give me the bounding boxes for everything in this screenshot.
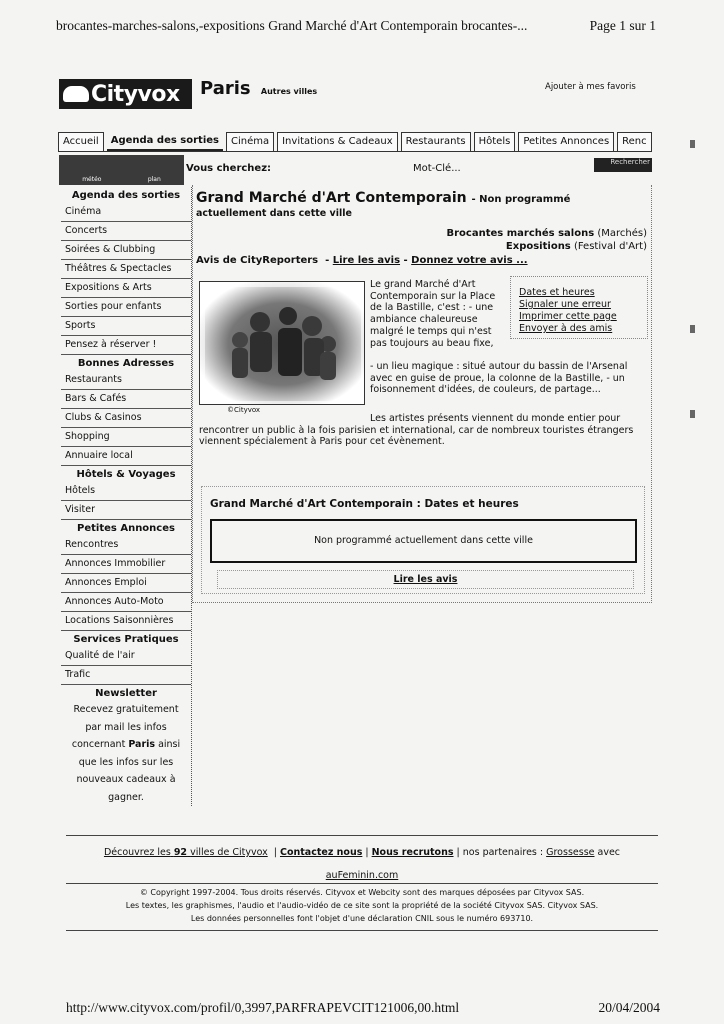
partner-grossesse-link[interactable]: Grossesse <box>546 847 595 858</box>
map-icon[interactable]: plan <box>147 176 161 183</box>
print-page-number: Page 1 sur 1 <box>589 18 656 33</box>
logo-text: Cityvox <box>91 81 180 107</box>
city-title <box>200 78 317 99</box>
tab-restaurants[interactable]: Restaurants <box>401 132 471 151</box>
other-cities-link[interactable]: Autres villes <box>260 87 318 96</box>
sidebar-item-bars[interactable]: Bars & Cafés <box>61 390 191 409</box>
search-bar <box>186 158 652 178</box>
newsletter-title: Newsletter <box>95 688 157 699</box>
dates-section <box>201 486 645 594</box>
event-categories <box>447 227 648 253</box>
sidebar-section-title: Agenda des sorties <box>71 190 181 201</box>
print-header-title: brocantes-marches-salons,-expositions Grand Marché d'Art Contemporain brocantes-... <box>56 18 528 33</box>
copyright-line-2: Les textes, les graphismes, l'audio et l'audio-vidéo de ce site sont la propriété de la société Cityvox SAS. Cityvox SAS. <box>125 901 599 910</box>
event-actions-box <box>510 276 648 339</box>
sidebar-item-sports[interactable]: Sports <box>61 317 191 336</box>
sidebar-section-title: Petites Annonces <box>77 523 175 534</box>
category-brocantes-type: (Marchés) <box>597 228 647 239</box>
sidebar-item-shopping[interactable]: Shopping <box>61 428 191 447</box>
cloud-icon <box>63 86 89 102</box>
event-status: - Non programmé <box>471 194 571 205</box>
sidebar-item-cinema[interactable]: Cinéma <box>61 203 191 222</box>
sidebar-section-title: Services Pratiques <box>73 634 179 645</box>
category-brocantes-link[interactable]: Brocantes marchés salons <box>446 228 595 239</box>
partner-aufeminin-link[interactable]: auFeminin.com <box>325 870 399 881</box>
event-description-3 <box>199 413 649 448</box>
tab-accueil[interactable]: Accueil <box>58 132 104 151</box>
sidebar-item-qualite-air[interactable]: Qualité de l'air <box>61 647 191 666</box>
main-content <box>192 185 652 603</box>
sidebar-item-immobilier[interactable]: Annonces Immobilier <box>61 555 191 574</box>
footer-divider <box>66 930 658 931</box>
event-description-3b: rencontrer un public à la fois parisien et international, car de nombreux touristes étrangers viennent spécialement à Paris pour cet évènement. <box>199 424 634 448</box>
sidebar-section-title: Hôtels & Voyages <box>76 469 176 480</box>
tab-invitations[interactable]: Invitations & Cadeaux <box>277 132 398 151</box>
send-friends-link[interactable]: Envoyer à des amis <box>519 323 613 334</box>
scan-mark <box>690 325 695 333</box>
newsletter-text <box>61 701 191 806</box>
sidebar-item-locations[interactable]: Locations Saisonnières <box>61 612 191 631</box>
sidebar-item-concerts[interactable]: Concerts <box>61 222 191 241</box>
event-description-3a: Les artistes présents viennent du monde entier pour <box>370 413 621 424</box>
copyright-line-1: © Copyright 1997-2004. Tous droits réservés. Cityvox et Webcity sont des marques déposées par Cityvox SAS. <box>139 888 585 897</box>
discover-cities-link[interactable] <box>104 847 268 858</box>
print-url: http://www.cityvox.com/profil/0,3997,PARFRAPEVCIT121006,00.html <box>66 1000 460 1015</box>
print-footer <box>66 1000 660 1016</box>
tab-cinema[interactable]: Cinéma <box>226 132 274 151</box>
footer-divider <box>66 883 658 884</box>
sidebar-item-reserver[interactable]: Pensez à réserver ! <box>61 336 191 355</box>
tab-agenda[interactable]: Agenda des sorties <box>107 132 223 151</box>
print-date: 20/04/2004 <box>598 1000 660 1015</box>
category-expositions-type: (Festival d'Art) <box>573 241 647 252</box>
newsletter-text-1: Recevez gratuitement par mail les infos concernant <box>71 704 179 750</box>
weather-icon[interactable]: météo <box>82 176 102 183</box>
partners-label: nos partenaires : <box>462 847 544 858</box>
photo-credit: ©Cityvox <box>227 406 261 414</box>
read-reviews-link[interactable]: Lire les avis <box>332 255 401 266</box>
footer-divider <box>66 835 658 836</box>
reporters-label: Avis de CityReporters <box>196 255 319 266</box>
dates-status: Non programmé actuellement dans cette ville <box>210 519 637 563</box>
sidebar-item-visiter[interactable]: Visiter <box>61 501 191 520</box>
scan-mark <box>690 410 695 418</box>
sidebar-item-soirees[interactable]: Soirées & Clubbing <box>61 241 191 260</box>
newsletter-city: Paris <box>128 739 156 750</box>
main-tabs <box>58 130 652 152</box>
give-review-link[interactable]: Donnez votre avis ... <box>411 255 528 266</box>
search-label: Vous cherchez: <box>186 162 272 174</box>
sidebar-item-hotels[interactable]: Hôtels <box>61 482 191 501</box>
sidebar-item-auto-moto[interactable]: Annonces Auto-Moto <box>61 593 191 612</box>
print-header <box>56 18 656 34</box>
tab-hotels[interactable]: Hôtels <box>474 132 516 151</box>
keyword-input[interactable]: Mot-Clé... <box>413 162 461 174</box>
tab-rencontres[interactable]: Renc <box>617 132 652 151</box>
sidebar-item-restaurants[interactable]: Restaurants <box>61 371 191 390</box>
sidebar-item-rencontres[interactable]: Rencontres <box>61 536 191 555</box>
recruit-link[interactable]: Nous recrutons <box>371 847 454 858</box>
report-error-link[interactable]: Signaler une erreur <box>519 299 611 310</box>
event-name: Grand Marché d'Art Contemporain <box>196 190 467 206</box>
discover-text-1: Découvrez les <box>103 847 171 858</box>
copyright-line-3: Les données personnelles font l'objet d'une déclaration CNIL sous le numéro 693710. <box>190 914 534 923</box>
event-description-2: - un lieu magique : situé autour du bassin de l'Arsenal avec en guise de proue, la colonne de la Bastille, - un foisonnement d'idées, de couleurs, de partage... <box>370 361 628 396</box>
event-title <box>196 190 570 206</box>
reporters-bar: Avis de CityReporters - Lire les avis - Donnez votre avis ... <box>196 255 528 266</box>
sidebar-item-theatres[interactable]: Théâtres & Spectacles <box>61 260 191 279</box>
event-description-1: Le grand Marché d'Art Contemporain sur la Place de la Bastille, c'est : - une ambiance chaleureuse malgré le temps qui n'est pas toujours au beau fixe, <box>370 279 496 349</box>
event-photo <box>199 281 365 405</box>
sidebar <box>61 187 192 806</box>
dates-read-reviews-link[interactable]: Lire les avis <box>217 570 634 589</box>
partners-with: avec <box>597 847 621 858</box>
newsletter-text-2: ainsi que les infos sur les nouveaux cadeaux à gagner. <box>76 739 181 803</box>
sidebar-section-title: Bonnes Adresses <box>77 358 175 369</box>
sidebar-item-enfants[interactable]: Sorties pour enfants <box>61 298 191 317</box>
print-page-link[interactable]: Imprimer cette page <box>519 311 617 322</box>
footer-links: Découvrez les 92 villes de Cityvox | Contactez nous | Nous recrutons | nos partenaires : Grossesse avec auFeminin.com <box>103 847 621 881</box>
scan-mark <box>690 140 695 148</box>
dates-hours-link[interactable]: Dates et heures <box>519 287 595 298</box>
sidebar-item-expositions[interactable]: Expositions & Arts <box>61 279 191 298</box>
sidebar-item-clubs[interactable]: Clubs & Casinos <box>61 409 191 428</box>
add-favorites-link[interactable]: Ajouter à mes favoris <box>545 82 636 92</box>
search-button[interactable]: Rechercher <box>594 158 652 172</box>
sidebar-item-trafic[interactable]: Trafic <box>61 666 191 685</box>
tab-petites-annonces[interactable]: Petites Annonces <box>518 132 614 151</box>
sidebar-item-emploi[interactable]: Annonces Emploi <box>61 574 191 593</box>
weather-map-widget[interactable] <box>59 155 184 185</box>
cityvox-logo[interactable] <box>59 79 192 109</box>
copyright <box>66 886 658 925</box>
cities-count: 92 <box>173 847 188 858</box>
category-expositions-link[interactable]: Expositions <box>505 241 571 252</box>
city-name: Paris <box>200 78 251 99</box>
dates-title: Grand Marché d'Art Contemporain : Dates et heures <box>210 498 519 510</box>
event-subtitle: actuellement dans cette ville <box>196 208 352 219</box>
contact-link[interactable]: Contactez nous <box>279 847 363 858</box>
discover-text-2: villes de Cityvox <box>190 847 268 858</box>
sidebar-item-annuaire[interactable]: Annuaire local <box>61 447 191 466</box>
crowd-photo-icon <box>200 282 365 405</box>
